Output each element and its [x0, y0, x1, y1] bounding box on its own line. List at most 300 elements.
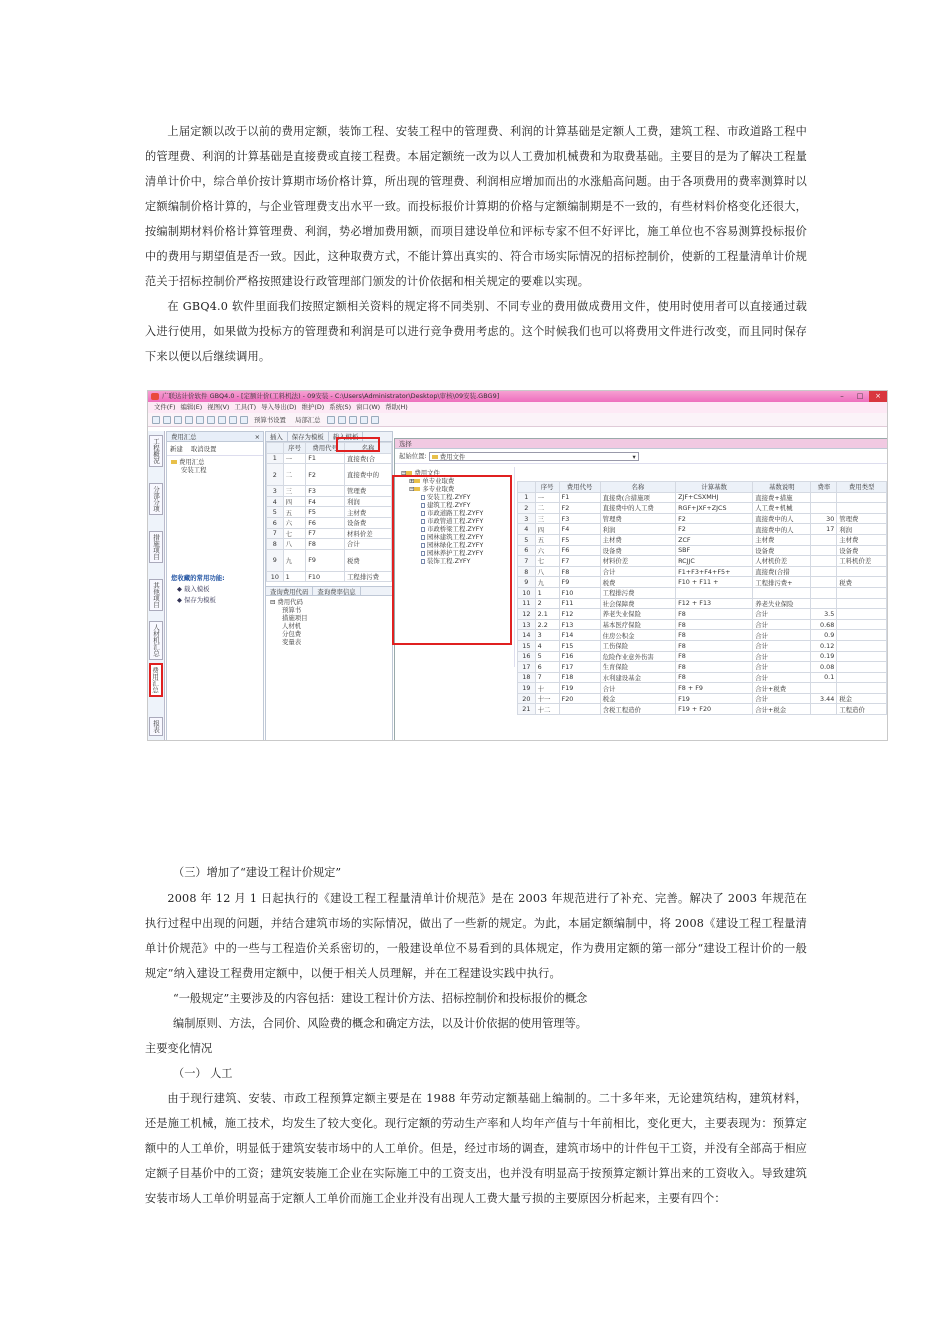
- fee-table-panel: [265, 431, 393, 741]
- row-name: 养老失业保险: [600, 609, 675, 620]
- row-index: 17: [518, 662, 536, 673]
- row-index: 6: [518, 545, 536, 556]
- menu-system[interactable]: 系统(S): [329, 403, 352, 411]
- menu-import-export[interactable]: 导入导出(D): [261, 403, 297, 411]
- fee-detail-grid-wrap: [517, 481, 887, 715]
- row-rate: 0.08: [811, 662, 837, 673]
- tab-reports[interactable]: 报表: [149, 717, 163, 736]
- col-base: 计算基数: [676, 482, 753, 493]
- row-rate: [811, 503, 837, 514]
- row-rate: [811, 587, 837, 598]
- row-no: 三: [283, 486, 306, 497]
- fee-table: [266, 442, 392, 582]
- table-row[interactable]: [518, 662, 887, 673]
- row-code: F3: [306, 486, 345, 497]
- row-rate: [811, 556, 837, 567]
- row-index: 15: [518, 640, 536, 651]
- table-row[interactable]: [267, 507, 392, 518]
- tab-fee-summary[interactable]: 费用汇总: [149, 663, 163, 697]
- line-principles: 编制原则、方法，合同价、风险费的概念和确定方法，以及计价依据的使用管理等。: [173, 1017, 587, 1030]
- chevron-down-icon[interactable]: ▾: [632, 452, 636, 461]
- row-base: F19 + F20: [676, 704, 753, 715]
- row-type: 设备费: [837, 545, 887, 556]
- row-rate: 0.12: [811, 640, 837, 651]
- tab-other[interactable]: 其他项目: [149, 579, 163, 611]
- maximize-icon[interactable]: □: [856, 392, 864, 400]
- query-code-tab[interactable]: 查询费用代码: [266, 587, 313, 595]
- row-base-desc: 直接费+措施: [753, 492, 811, 503]
- table-row[interactable]: [518, 630, 887, 641]
- row-rate: [811, 566, 837, 577]
- row-code: F17: [559, 662, 600, 673]
- row-code: F5: [306, 507, 345, 518]
- table-row[interactable]: [518, 640, 887, 651]
- row-code: F3: [559, 513, 600, 524]
- fee-file-label: 园林绿化工程.ZYFY: [427, 541, 484, 549]
- row-name: 合计: [600, 683, 675, 694]
- fee-file-label: 市政桥梁工程.ZYFY: [427, 525, 484, 533]
- row-name: 工伤保险: [600, 640, 675, 651]
- tree-item-install[interactable]: [171, 466, 259, 474]
- row-no: 2: [535, 598, 559, 609]
- row-index: 9: [518, 577, 536, 588]
- row-base-desc: 合计: [753, 609, 811, 620]
- table-row[interactable]: [267, 517, 392, 528]
- row-code: F9: [306, 549, 345, 571]
- row-index: 10: [267, 571, 284, 582]
- new-icon[interactable]: [152, 416, 160, 424]
- paste-icon[interactable]: [207, 416, 215, 424]
- row-no: 5: [535, 651, 559, 662]
- row-base: ZCF: [676, 534, 753, 545]
- start-location-label: 起始位置:: [399, 452, 427, 460]
- row-name: 工程排污费: [600, 587, 675, 598]
- close-icon[interactable]: ×: [869, 391, 887, 402]
- row-index: 21: [518, 704, 536, 715]
- row-base-desc: 合计: [753, 630, 811, 641]
- row-index: 7: [518, 556, 536, 567]
- row-name: 设备费: [600, 545, 675, 556]
- row-index: 6: [267, 517, 284, 528]
- row-base-desc: 直接费(合措: [753, 566, 811, 577]
- row-rate: [811, 534, 837, 545]
- single-specialty-folder[interactable]: ⊞ 单专业取费: [409, 477, 455, 485]
- table-row[interactable]: [267, 539, 392, 550]
- row-index: 3: [267, 486, 284, 497]
- row-type: [837, 566, 887, 577]
- row-no: 五: [535, 534, 559, 545]
- row-type: 税费: [837, 577, 887, 588]
- code-tree-root-label: 费用代码: [277, 598, 303, 607]
- fee-file-label: 市政管道工程.ZYFY: [427, 517, 484, 525]
- dialog-title: 选择: [395, 439, 887, 449]
- row-rate: [811, 598, 837, 609]
- row-name: 利润: [345, 496, 392, 507]
- row-index: 5: [267, 507, 284, 518]
- row-rate: 3.44: [811, 693, 837, 704]
- row-no: 五: [283, 507, 306, 518]
- paragraph-labor: 由于现行建筑、安装、市政工程预算定额主要是在 1988 年劳动定额基础上编制的。二十多年来，无论建筑结构，建筑材料，还是施工机械，施工技术，均发生了较大变化。现行定额的劳动生产率和人均年产值与十年前相比，变化更大，主要表现为：预算定额中的人工单价，明显低于建筑安装市场中的人工单价。但是，经过市场的调查，建筑市场中的计件包干工资，并没有全部高于相应定额子目基价中的工资；建筑安装施工企业在实际施工中的工资支出，也并没有明显高于按预算定额计算出来的工资收入。导致建筑安装市场人工单价明显高于定额人工单价而施工企业并没有出现人工费大量亏损的主要原因分析起来，主要有四个：: [145, 1092, 807, 1205]
- redo-icon[interactable]: [240, 416, 248, 424]
- fee-file-label: 安装工程.ZYFY: [427, 493, 471, 501]
- row-name: 直接费中的: [345, 464, 392, 486]
- save-template-label: 保存为模板: [183, 596, 216, 604]
- line-general-rules: “一般规定”主要涉及的内容包括：建设工程计价方法、招标控制价和投标报价的概念: [173, 992, 588, 1005]
- row-code: F2: [306, 464, 345, 486]
- row-code: F19: [559, 683, 600, 694]
- row-code: F6: [559, 545, 600, 556]
- row-index: 13: [518, 619, 536, 630]
- code-tree: [266, 596, 392, 648]
- row-code: F4: [306, 496, 345, 507]
- table-row[interactable]: [518, 513, 887, 524]
- row-no: 一: [535, 492, 559, 503]
- row-type: 主材费: [837, 534, 887, 545]
- new-button[interactable]: 新建: [170, 445, 183, 453]
- paragraph-gbq-usage: 在 GBQ4.0 软件里面我们按照定额相关资料的规定将不同类别、不同专业的费用做成费用文件，使用时使用者可以直接通过载入进行使用，如果做为投标方的管理费和利润是可以进行竞争费用考虑的。这个时候我们也可以将费用文件进行改变，而且同时保存下来以便以后继续调用。: [145, 300, 807, 363]
- row-code: F9: [559, 577, 600, 588]
- line-main-changes: 主要变化情况: [145, 1042, 213, 1055]
- load-template-link[interactable]: ◆ 载入模板: [177, 585, 210, 593]
- tab-project-overview[interactable]: 工程概况: [149, 435, 163, 467]
- row-base: F1+F3+F4+F5+: [676, 566, 753, 577]
- row-code: [559, 704, 600, 715]
- row-no: 六: [535, 545, 559, 556]
- row-index: 20: [518, 693, 536, 704]
- code-tree-item[interactable]: 措施项目: [282, 614, 308, 623]
- row-type: [837, 492, 887, 503]
- copy-icon[interactable]: [196, 416, 204, 424]
- row-no: 十: [535, 683, 559, 694]
- common-functions-title: 您收藏的常用功能:: [171, 574, 225, 582]
- row-base-desc: 合计: [753, 672, 811, 683]
- table-row[interactable]: [518, 619, 887, 630]
- menu-file[interactable]: 文件(F): [154, 403, 176, 411]
- table-row[interactable]: [518, 524, 887, 535]
- col-rate: 费率: [811, 482, 837, 493]
- row-name: 基本医疗保险: [600, 619, 675, 630]
- row-rate: [811, 545, 837, 556]
- insert-tab[interactable]: 插入: [266, 432, 288, 441]
- row-rate: [811, 683, 837, 694]
- row-base: RCJJC: [676, 556, 753, 567]
- row-rate: 3.5: [811, 609, 837, 620]
- row-base-desc: 合计: [753, 619, 811, 630]
- row-index: 2: [518, 503, 536, 514]
- row-name: 社会保障费: [600, 598, 675, 609]
- row-no: 三: [535, 513, 559, 524]
- print-icon[interactable]: [360, 416, 368, 424]
- row-base-desc: 主材费: [753, 534, 811, 545]
- highlight-load-template: [336, 437, 380, 452]
- row-base: F8: [676, 672, 753, 683]
- row-base-desc: 合计: [753, 640, 811, 651]
- multi-specialty-folder[interactable]: ⊟ 多专业取费: [409, 485, 455, 493]
- window-title: 广联达计价软件 GBQ4.0 - [定额计价(工料机法) - 09安装 - C:\Users\Administrator\Desktop\审核\09安装.GBG9]: [162, 392, 500, 400]
- row-code: F16: [559, 651, 600, 662]
- filter-icon[interactable]: [349, 416, 357, 424]
- row-name: 直接费(合: [345, 453, 392, 464]
- fee-file-root-label: 费用文件: [414, 469, 440, 477]
- table-row[interactable]: [518, 492, 887, 503]
- row-base: F2: [676, 513, 753, 524]
- row-type: [837, 683, 887, 694]
- row-code: F7: [306, 528, 345, 539]
- lock-icon[interactable]: [338, 416, 346, 424]
- section-heading: （三）增加了“建设工程计价规定”: [173, 866, 342, 879]
- budget-settings-button[interactable]: 预算书设置: [254, 416, 286, 424]
- row-base-desc: 合计: [753, 651, 811, 662]
- fee-file-label: 装饰工程.ZYFY: [427, 557, 471, 565]
- start-location-select[interactable]: [429, 452, 639, 461]
- row-base-desc: 设备费: [753, 545, 811, 556]
- vertical-tabs: [148, 431, 165, 741]
- row-type: 工程造价: [837, 704, 887, 715]
- table-row[interactable]: [518, 566, 887, 577]
- line-labor-heading: （一） 人工: [173, 1067, 233, 1080]
- table-row[interactable]: [267, 486, 392, 497]
- col-name: 名称: [600, 482, 675, 493]
- row-index: 8: [267, 539, 284, 550]
- row-name: 材料价差: [345, 528, 392, 539]
- fee-file-label: 园林养护工程.ZYFY: [427, 549, 484, 557]
- row-base-desc: 工程排污费+: [753, 577, 811, 588]
- row-no: 2.2: [535, 619, 559, 630]
- row-name: 合计: [600, 566, 675, 577]
- load-template-label: 载入模板: [183, 585, 210, 593]
- row-code: F4: [559, 524, 600, 535]
- save-template-link[interactable]: ◆ 保存为模板: [177, 596, 216, 604]
- table-row[interactable]: [518, 672, 887, 683]
- row-name: 主材费: [345, 507, 392, 518]
- row-no: 九: [283, 549, 306, 571]
- panel-title: 费用汇总: [171, 433, 197, 441]
- save-template-tab[interactable]: 保存为模板: [288, 432, 329, 441]
- row-base-desc: 人工费+机械: [753, 503, 811, 514]
- table-row[interactable]: [518, 577, 887, 588]
- row-no: 1: [283, 571, 306, 582]
- window-titlebar: [148, 391, 887, 402]
- row-base: F2: [676, 524, 753, 535]
- cancel-setting-button[interactable]: 取消设置: [190, 445, 217, 453]
- row-no: 二: [283, 464, 306, 486]
- row-name: 管理费: [345, 486, 392, 497]
- row-name: 直接费(合措施项: [600, 492, 675, 503]
- row-no: 6: [535, 662, 559, 673]
- row-type: [837, 587, 887, 598]
- calc-icon[interactable]: [327, 416, 335, 424]
- row-no: 七: [535, 556, 559, 567]
- row-no: 六: [283, 517, 306, 528]
- row-no: 7: [535, 672, 559, 683]
- row-base: F8: [676, 662, 753, 673]
- code-tree-item[interactable]: 分包费: [282, 630, 302, 639]
- row-name: 设备费: [345, 517, 392, 528]
- load-template-tab[interactable]: 载入模板: [329, 432, 364, 441]
- row-index: 16: [518, 651, 536, 662]
- row-type: [837, 630, 887, 641]
- row-base-desc: 养老失业保险: [753, 598, 811, 609]
- row-rate: 0.9: [811, 630, 837, 641]
- row-no: 十二: [535, 704, 559, 715]
- row-base: RGF+JXF+ZJCS: [676, 503, 753, 514]
- row-base-desc: 合计+税金: [753, 704, 811, 715]
- menu-window[interactable]: 窗口(W): [356, 403, 381, 411]
- table-row[interactable]: [518, 693, 887, 704]
- table-row[interactable]: [518, 609, 887, 620]
- minimize-icon[interactable]: –: [840, 392, 844, 400]
- row-code: F1: [559, 492, 600, 503]
- table-row[interactable]: [267, 571, 392, 582]
- menu-help[interactable]: 帮助(H): [385, 403, 408, 411]
- multi-specialty-label: 多专业取费: [422, 485, 455, 493]
- menu-edit[interactable]: 编辑(E): [180, 403, 203, 411]
- row-name: 税费: [600, 577, 675, 588]
- row-index: 5: [518, 534, 536, 545]
- table-row[interactable]: [518, 704, 887, 715]
- table-row[interactable]: [267, 528, 392, 539]
- row-type: [837, 672, 887, 683]
- tab-materials[interactable]: 人材机汇总: [149, 621, 163, 660]
- code-tree-item[interactable]: 变量表: [282, 638, 302, 647]
- row-rate: 30: [811, 513, 837, 524]
- menu-maintain[interactable]: 维护(D): [301, 403, 325, 411]
- row-rate: 0.19: [811, 651, 837, 662]
- delete-icon[interactable]: [218, 416, 226, 424]
- col-name: 名称: [345, 443, 392, 454]
- software-screenshot: [147, 390, 888, 741]
- table-row[interactable]: [518, 651, 887, 662]
- row-base-desc: 直接费中的人: [753, 513, 811, 524]
- row-no: 1: [535, 587, 559, 598]
- row-index: 19: [518, 683, 536, 694]
- row-base-desc: 直接费中的人: [753, 524, 811, 535]
- row-no: 八: [535, 566, 559, 577]
- row-index: 1: [518, 492, 536, 503]
- code-tree-item[interactable]: 预算书: [282, 606, 302, 615]
- row-base-desc: 合计+税费: [753, 683, 811, 694]
- fee-file-root[interactable]: ⊟ 费用文件: [401, 469, 440, 477]
- row-base: F8: [676, 619, 753, 630]
- table-row[interactable]: [267, 464, 392, 486]
- row-code: F2: [559, 503, 600, 514]
- row-index: 10: [518, 587, 536, 598]
- row-code: F8: [306, 539, 345, 550]
- row-type: [837, 503, 887, 514]
- row-type: 管理费: [837, 513, 887, 524]
- table-row[interactable]: [518, 503, 887, 514]
- menu-tools[interactable]: 工具(T): [234, 403, 257, 411]
- row-code: F14: [559, 630, 600, 641]
- row-no: 四: [535, 524, 559, 535]
- tab-measures[interactable]: 措施项目: [149, 531, 163, 563]
- row-base: F8: [676, 651, 753, 662]
- highlight-file-tree: [392, 475, 512, 645]
- row-base: F8: [676, 640, 753, 651]
- row-index: 18: [518, 672, 536, 683]
- row-index: 8: [518, 566, 536, 577]
- col-code: 费用代号: [306, 443, 345, 454]
- table-row[interactable]: [518, 556, 887, 567]
- row-base: ZJF+CSXMHJ: [676, 492, 753, 503]
- row-code: F15: [559, 640, 600, 651]
- col-no: 序号: [535, 482, 559, 493]
- row-code: F13: [559, 619, 600, 630]
- row-type: 工料机价差: [837, 556, 887, 567]
- row-rate: [811, 704, 837, 715]
- fee-file-label: 建筑工程.ZYFY: [427, 501, 471, 509]
- row-index: 11: [518, 598, 536, 609]
- cut-icon[interactable]: [185, 416, 193, 424]
- undo-icon[interactable]: [229, 416, 237, 424]
- code-tree-item[interactable]: 人材机: [282, 622, 302, 631]
- row-no: 四: [283, 496, 306, 507]
- menu-view[interactable]: 视图(V): [207, 403, 230, 411]
- table-row[interactable]: [518, 598, 887, 609]
- panel-close-icon[interactable]: ×: [254, 433, 260, 441]
- partial-summary-button[interactable]: 局部汇总: [294, 416, 321, 424]
- row-no: 二: [535, 503, 559, 514]
- row-index: 14: [518, 630, 536, 641]
- folder-icon: [171, 460, 177, 464]
- table-row[interactable]: [518, 587, 887, 598]
- save-icon[interactable]: [174, 416, 182, 424]
- table-row[interactable]: [518, 534, 887, 545]
- table-row[interactable]: [518, 683, 887, 694]
- code-tree-root[interactable]: ⊟ 费用代码: [270, 598, 303, 607]
- row-base-desc: 合计: [753, 693, 811, 704]
- table-row[interactable]: [267, 453, 392, 464]
- row-name: 主材费: [600, 534, 675, 545]
- single-specialty-label: 单专业取费: [422, 477, 455, 485]
- help-icon[interactable]: [371, 416, 379, 424]
- query-rate-tab[interactable]: 查询费率信息: [313, 587, 360, 595]
- tree-item-label: 安装工程: [181, 466, 207, 474]
- row-index: 7: [267, 528, 284, 539]
- row-index: 4: [267, 496, 284, 507]
- row-no: 九: [535, 577, 559, 588]
- row-base: [676, 587, 753, 598]
- col-no: 序号: [283, 443, 306, 454]
- table-row[interactable]: [518, 545, 887, 556]
- table-row[interactable]: [267, 496, 392, 507]
- row-no: 3: [535, 630, 559, 641]
- panel-header: [167, 432, 263, 442]
- row-base: F12 + F13: [676, 598, 753, 609]
- row-no: 八: [283, 539, 306, 550]
- table-row[interactable]: [267, 549, 392, 571]
- col-code: 费用代号: [559, 482, 600, 493]
- open-icon[interactable]: [163, 416, 171, 424]
- row-index: 12: [518, 609, 536, 620]
- row-base: F19: [676, 693, 753, 704]
- tree-root[interactable]: [171, 458, 259, 466]
- row-base: F8: [676, 630, 753, 641]
- row-no: 4: [535, 640, 559, 651]
- tab-budget[interactable]: 分部分项: [149, 483, 163, 515]
- start-location-value: 费用文件: [439, 452, 466, 461]
- row-type: [837, 651, 887, 662]
- row-code: F1: [306, 453, 345, 464]
- row-type: 税金: [837, 693, 887, 704]
- row-code: F5: [559, 534, 600, 545]
- row-index: 2: [267, 464, 284, 486]
- row-type: [837, 609, 887, 620]
- row-code: F10: [306, 571, 345, 582]
- row-code: F12: [559, 609, 600, 620]
- row-name: 合计: [345, 539, 392, 550]
- row-no: 一: [283, 453, 306, 464]
